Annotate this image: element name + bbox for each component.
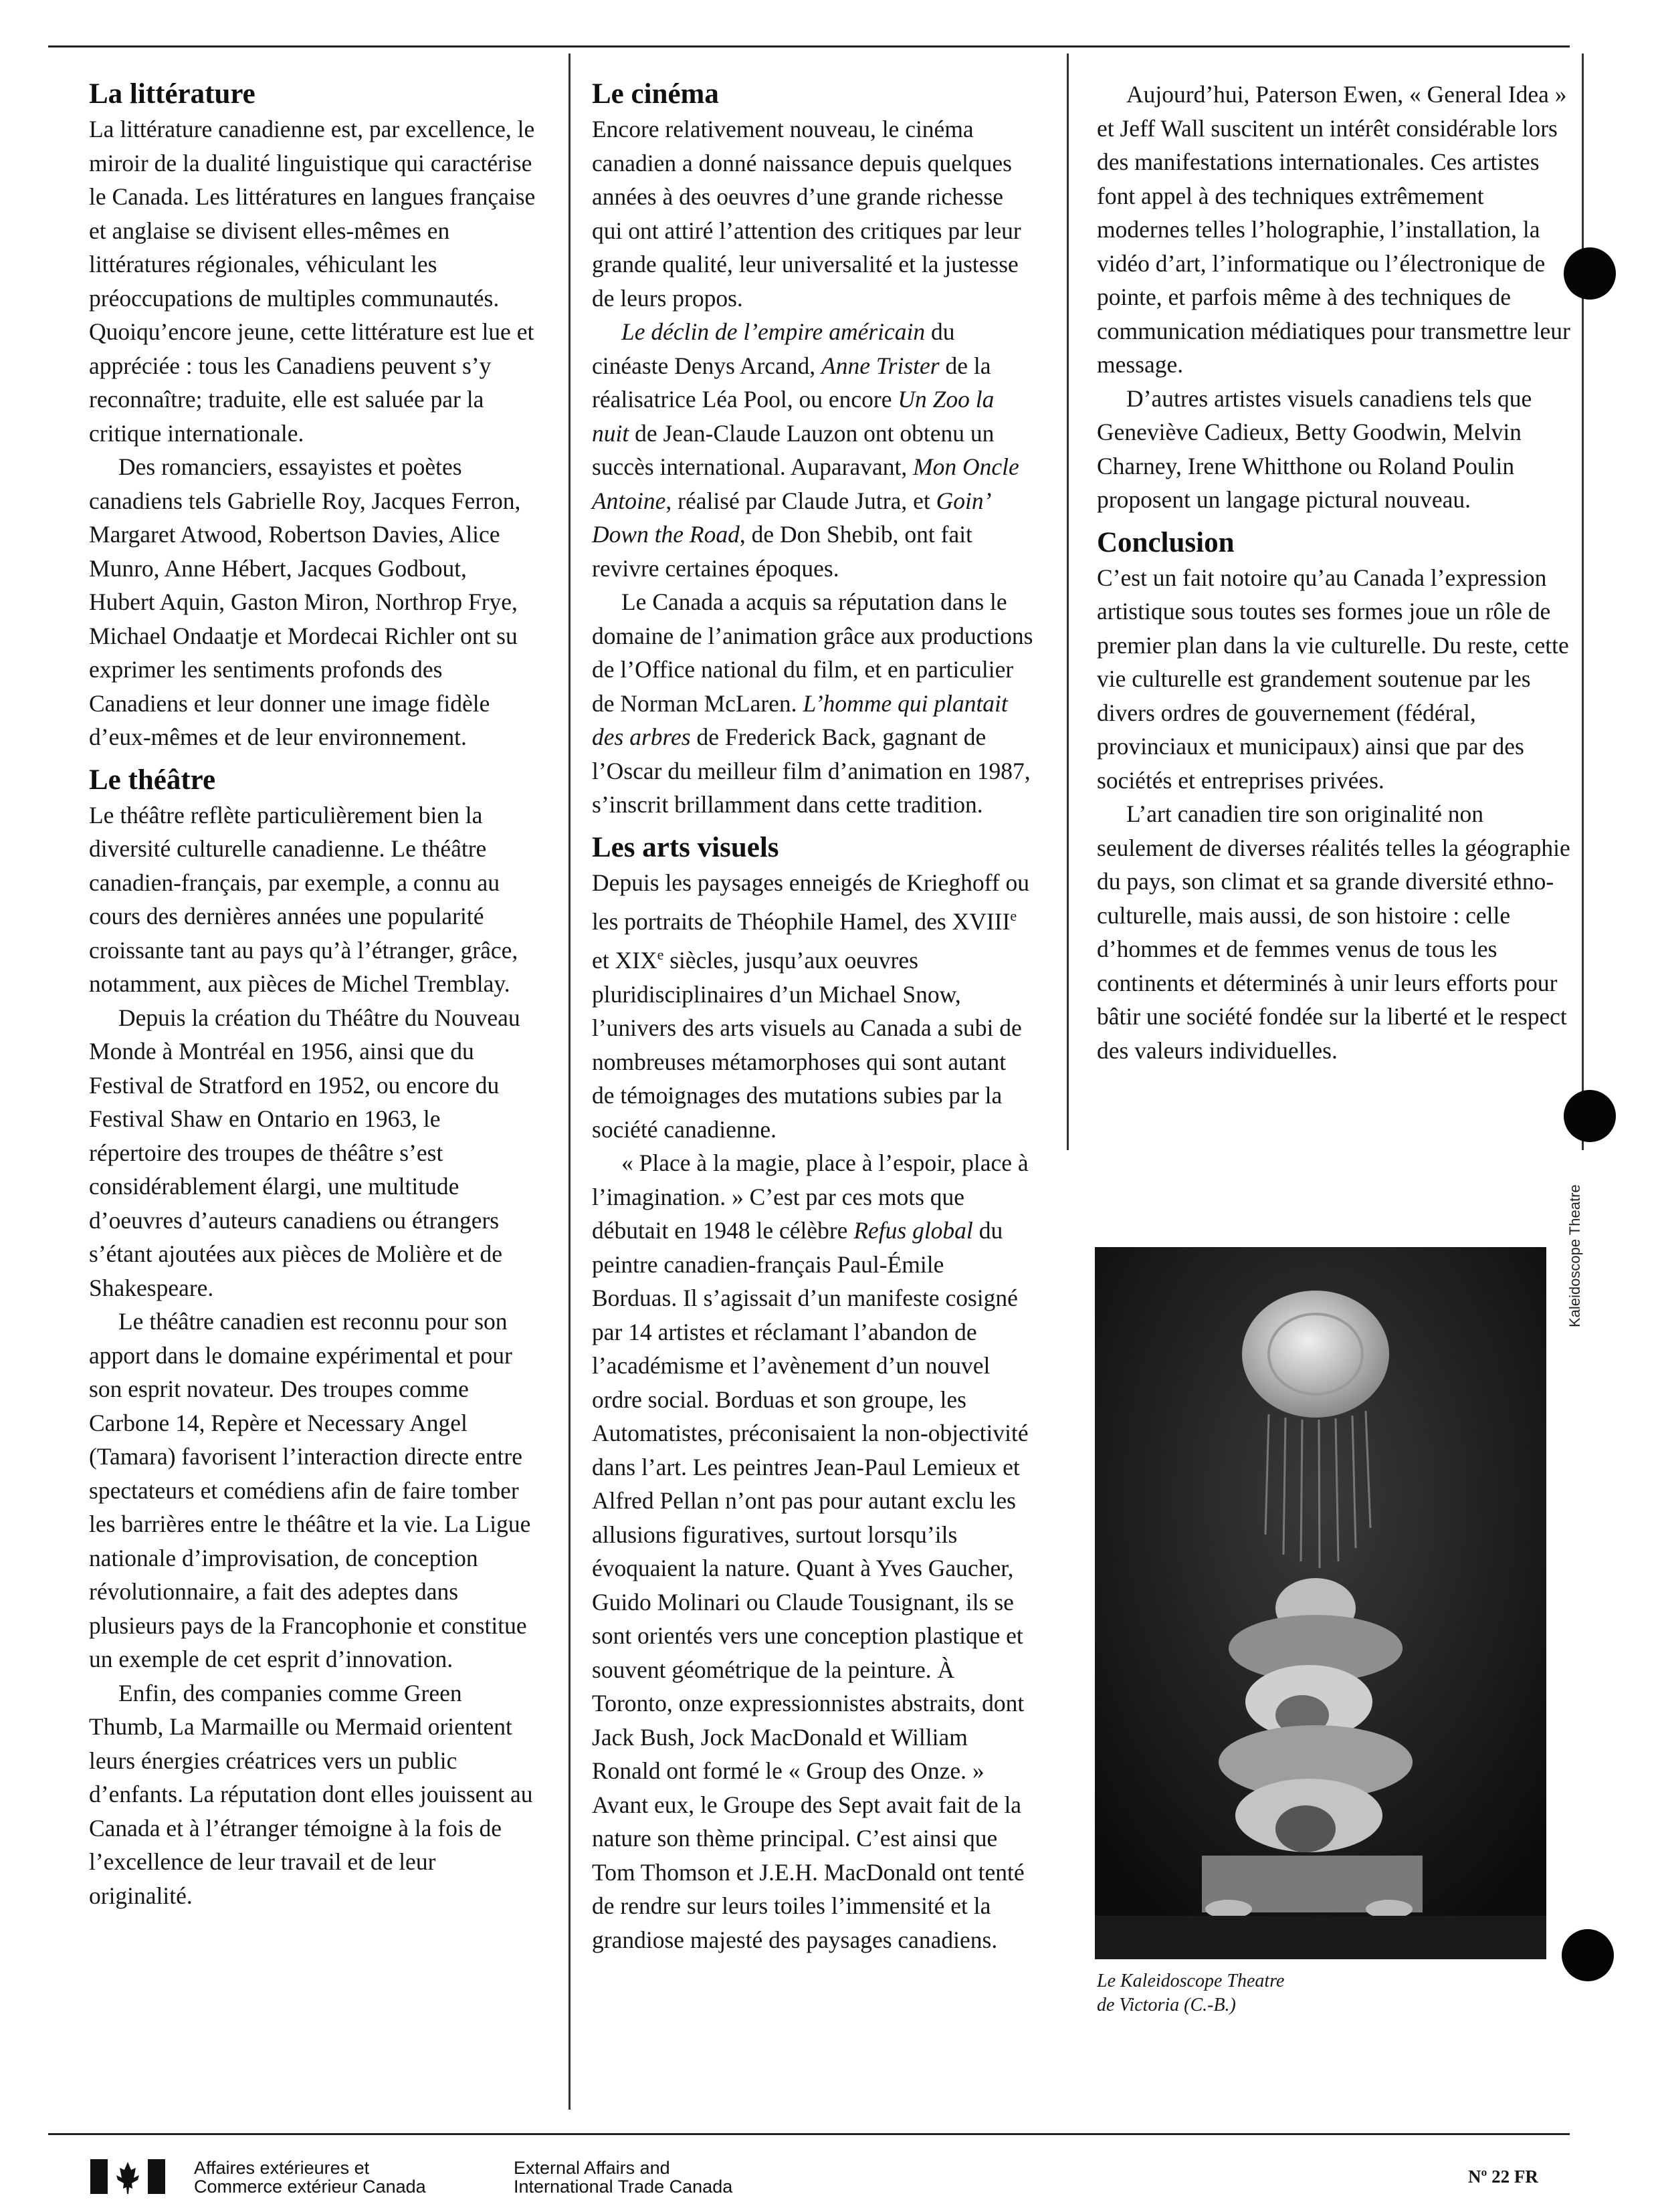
- paragraph: Aujourd’hui, Paterson Ewen, « General Idea » et Jeff Wall suscitent un intérêt considérable lors des manifestations internationales. Ces artistes font appel à des techniques extrêmement modernes telles l’holographie, l’installation, la vidéo d’art, l’informatique ou l’électronique de pointe, et parfois même à des techniques de communication médiatiques pour transmettre leur message.: [1097, 81, 1570, 378]
- column-right: [1097, 78, 1578, 1067]
- paragraph: Le déclin de l’empire américain du cinéaste Denys Arcand, Anne Trister de la réalisatrice Léa Pool, ou encore Un Zoo la nuit de Jean-Claude Lauzon ont obtenu un succès international. Auparavant, Mon Oncle Antoine, réalisé par Claude Jutra, et Goin’ Down the Road, de Don Shebib, ont fait revivre certaines époques.: [592, 318, 1019, 582]
- theatre-photo: [1095, 1247, 1546, 1959]
- film-title: Mon Oncle Antoine: [592, 453, 1019, 514]
- paragraph: Depuis les paysages enneigés de Krieghoff ou les portraits de Théophile Hamel, des XVIIIe et XIXe siècles, jusqu’aux oeuvres pluridisciplinaires d’un Michael Snow, l’univers des arts visuels au Canada a subi de nombreuses métamorphoses qui sont autant de témoignages des mutations subies par la société canadienne.: [592, 869, 1029, 1143]
- page-number: Nº 22 FR: [1468, 2167, 1538, 2187]
- column-divider: [568, 53, 571, 2110]
- paragraph: Le théâtre reflète particulièrement bien la diversité culturelle canadienne. Le théâtre canadien-français, par exemple, a connu au cours des dernières années une popularité croissante tant au pays qu’à l’étranger, grâce, notamment, aux pièces de Michel Tremblay.: [89, 801, 518, 997]
- section-arts-visuels: [592, 831, 1033, 1957]
- top-rule: [48, 45, 1570, 47]
- heading-arts-visuels: Les arts visuels: [592, 831, 779, 863]
- heading-conclusion: Conclusion: [1097, 526, 1235, 558]
- work-title: Refus global: [853, 1217, 973, 1244]
- paragraph: L’art canadien tire son originalité non seulement de diverses réalités telles la géographie du pays, son climat et sa grande diversité ethno-culturelle, mais aussi, de son histoire : celle d’hommes et de femmes venus de tous les continents et déterminés à unir leurs efforts pour bâtir une société fondée sur la liberté et le respect des valeurs individuelles.: [1097, 800, 1570, 1064]
- section-theatre: [89, 764, 537, 1913]
- paragraph: Encore relativement nouveau, le cinéma canadien a donné naissance depuis quelques années à des oeuvres d’une grande richesse qui ont attiré l’attention des critiques par leur grande qualité, leur universalité et la justesse de leurs propos.: [592, 116, 1021, 312]
- heading-theatre: Le théâtre: [89, 764, 216, 796]
- paragraph: La littérature canadienne est, par excellence, le miroir de la dualité linguistique qui caractérise le Canada. Les littératures en langues française et anglaise se divisent elles-mêmes en littératures régionales, véhiculant les préoccupations de multiples communautés. Quoiqu’encore jeune, cette littérature est lue et appréciée : tous les Canadiens peuvent s’y reconnaître; traduite, elle est saluée par la critique internationale.: [89, 116, 536, 447]
- paragraph: « Place à la magie, place à l’espoir, place à l’imagination. » C’est par ces mots que débutait en 1948 le célèbre Refus global du peintre canadien-français Paul-Émile Borduas. Il s’agissait d’un manifeste cosigné par 14 artistes et réclamant l’abandon de l’académisme et l’avènement d’un nouvel ordre social. Borduas et son groupe, les Automatistes, préconisaient la non-objectivité dans l’art. Les peintres Jean-Paul Lemieux et Alfred Pellan n’ont pas pour autant exclu les allusions figuratives, surtout lorsqu’ils évoquaient la nature. Quant à Yves Gaucher, Guido Molinari ou Claude Tousignant, ils se sont orientés vers une conception plastique et souvent géométrique de la peinture. À Toronto, onze expressionnistes abstraits, dont Jack Bush, Jock MacDonald et William Ronald ont formé le « Group des Onze. » Avant eux, le Groupe des Sept avait fait de la nature son thème principal. C’est ainsi que Tom Thomson et J.E.H. MacDonald ont tenté de rendre sur leurs toiles l’immensité et la grandiose majesté des paysages canadiens.: [592, 1149, 1029, 1953]
- paragraph: Le Canada a acquis sa réputation dans le domaine de l’animation grâce aux productions de l’Office national du film, et en particulier de Norman McLaren. L’homme qui plantait des arbres de Frederick Back, gagnant de l’Oscar du meilleur film d’animation en 1987, s’inscrit brillamment dans cette tradition.: [592, 588, 1033, 818]
- binder-hole: [1564, 1090, 1616, 1142]
- film-title: Goin’ Down the Road: [592, 487, 989, 548]
- heading-litterature: La littérature: [89, 78, 255, 110]
- footer-department-en: External Affairs and International Trade Canada: [514, 2158, 733, 2197]
- paragraph: C’est un fait notoire qu’au Canada l’expression artistique sous toutes ses formes joue un rôle de premier plan dans la vie culturelle. Du reste, cette vie culturelle est grandement soutenue par les divers ordres de gouvernement (fédéral, provinciaux et municipaux) ainsi que par des sociétés et entreprises privées.: [1097, 564, 1569, 794]
- paragraph: Le théâtre canadien est reconnu pour son apport dans le domaine expérimental et pour son esprit novateur. Des troupes comme Carbone 14, Repère et Necessary Angel (Tamara) favorisent l’interaction directe entre spectateurs et comédiens afin de faire tomber les barrières entre le théâtre et la vie. La Ligue nationale d’improvisation, de conception révolutionnaire, a fait des adeptes dans plusieurs pays de la Francophonie et constitue un exemple de cet esprit d’innovation.: [89, 1308, 531, 1672]
- column-divider: [1582, 53, 1584, 1150]
- paragraph: D’autres artistes visuels canadiens tels que Geneviève Cadieux, Betty Goodwin, Melvin Charney, Irene Whitthone ou Roland Poulin proposent un langage pictural nouveau.: [1097, 384, 1532, 513]
- photo-caption: Le Kaleidoscope Theatre de Victoria (C.-B.): [1097, 1971, 1285, 2015]
- column-middle: [592, 78, 1033, 1957]
- footer-department-fr: Affaires extérieures et Commerce extérieur Canada: [194, 2158, 426, 2197]
- film-title: L’homme qui plantait des arbres: [592, 689, 1008, 750]
- paragraph: Des romanciers, essayistes et poètes canadiens tels Gabrielle Roy, Jacques Ferron, Margaret Atwood, Robertson Davies, Alice Munro, Anne Hébert, Jacques Godbout, Hubert Aquin, Gaston Miron, Northrop Frye, Michael Ondaatje et Mordecai Richler ont su exprimer les sentiments profonds des Canadiens et leur donner une image fidèle d’eux-mêmes et de leur environnement.: [89, 453, 521, 750]
- heading-cinema: Le cinéma: [592, 78, 719, 110]
- paragraph: Depuis la création du Théâtre du Nouveau Monde à Montréal en 1956, ainsi que du Festival de Stratford en 1952, ou encore du Festival Shaw en Ontario en 1963, le répertoire des troupes de théâtre s’est considérablement élargi, une multitude d’oeuvres d’auteurs canadiens ou étrangers s’étant ajoutées aux pièces de Molière et de Shakespeare.: [89, 1004, 520, 1301]
- film-title: Le déclin de l’empire américain: [621, 318, 926, 345]
- film-title: Un Zoo la nuit: [592, 386, 995, 447]
- film-title: Anne Trister: [821, 352, 940, 379]
- column-left: [89, 78, 537, 1912]
- paragraph: Enfin, des companies comme Green Thumb, La Marmaille ou Mermaid orientent leurs énergies créatrices vers un public d’enfants. La réputation dont elles jouissent au Canada et à l’étranger témoigne à la fois de l’excellence de leur travail et de leur originalité.: [89, 1679, 533, 1909]
- column-divider: [1067, 53, 1069, 1150]
- bottom-rule: [48, 2133, 1570, 2135]
- canada-flag-icon: [90, 2156, 165, 2197]
- binder-hole: [1564, 247, 1616, 300]
- binder-hole: [1562, 1929, 1614, 1981]
- section-conclusion: [1097, 526, 1578, 1068]
